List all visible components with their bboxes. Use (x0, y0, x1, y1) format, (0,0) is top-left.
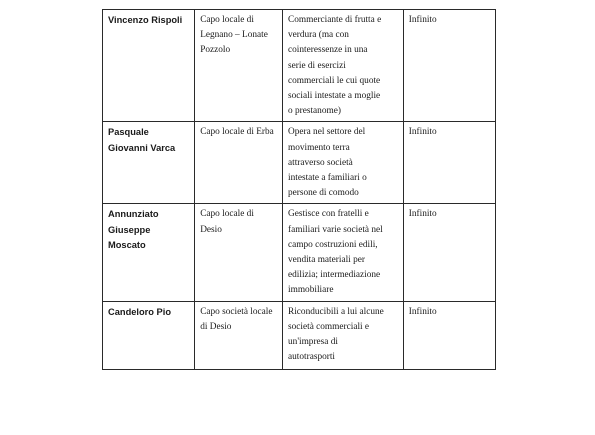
role-cell (195, 301, 283, 369)
table-row (103, 122, 496, 204)
name-text: Vincenzo Rispoli (108, 15, 183, 25)
name-text: Annunziato (108, 209, 159, 220)
description-cell (283, 301, 404, 369)
table-row (103, 204, 496, 301)
role-text: Capo locale di Erba (200, 127, 274, 138)
role-cell (195, 10, 283, 122)
table-body (103, 10, 496, 370)
table-row (103, 10, 496, 122)
name-text: Giuseppe Moscato (108, 224, 151, 250)
description-text: vendita materiali per (288, 255, 365, 266)
role-text: Capo società locale (200, 306, 273, 317)
role-text: di Desio (200, 321, 232, 332)
people-table (102, 9, 496, 370)
description-text: Opera nel settore del (288, 127, 366, 138)
description-text: un'impresa di (288, 337, 338, 348)
name-cell (103, 122, 195, 204)
description-text: commerciali le cui quote (288, 75, 381, 86)
role-cell (195, 204, 283, 301)
description-text: familiari varie società nel (288, 224, 383, 235)
description-text: società commerciali e (288, 321, 370, 332)
duration-cell (403, 204, 495, 301)
duration-cell (403, 301, 495, 369)
name-cell (103, 10, 195, 122)
description-cell (283, 204, 404, 301)
description-text: cointeressenze in una (288, 45, 368, 56)
description-text: Riconducibili a lui alcune (288, 306, 384, 317)
description-text: movimento terra (288, 142, 350, 153)
description-text: sociali intestate a moglie (288, 91, 381, 102)
description-cell (283, 10, 404, 122)
duration-text: Infinito (408, 127, 437, 138)
description-text: immobiliare (288, 285, 334, 296)
description-text: intestate a familiari o (288, 173, 367, 184)
description-text: o prestanome) (288, 106, 341, 117)
duration-text: Infinito (408, 306, 437, 317)
role-text: Pozzolo (200, 45, 231, 56)
name-text: Candeloro Pio (108, 306, 172, 317)
description-text: verdura (ma con (288, 30, 349, 41)
description-text: persone di comodo (288, 188, 359, 199)
duration-cell (403, 10, 495, 122)
role-text: Capo locale di (200, 15, 254, 25)
description-text: Gestisce con fratelli e (288, 209, 369, 220)
role-text: Desio (200, 224, 222, 235)
duration-cell (403, 122, 495, 204)
table-row (103, 301, 496, 369)
name-text: Varca (150, 142, 176, 153)
name-cell (103, 301, 195, 369)
description-text: Commerciante di frutta e (288, 15, 382, 25)
role-text: Capo locale di (200, 209, 254, 220)
duration-text: Infinito (408, 15, 437, 25)
name-text: Pasquale Giovanni (108, 127, 149, 153)
description-cell (283, 122, 404, 204)
name-cell (103, 204, 195, 301)
description-text: campo costruzioni edili, (288, 239, 378, 250)
description-text: autotrasporti (288, 352, 336, 363)
description-text: attraverso società (288, 157, 353, 168)
description-text: serie di esercizi (288, 60, 346, 71)
role-cell (195, 122, 283, 204)
description-text: edilizia; intermediazione (288, 270, 381, 281)
role-text: Legnano – Lonate (200, 30, 268, 41)
duration-text: Infinito (408, 209, 437, 220)
